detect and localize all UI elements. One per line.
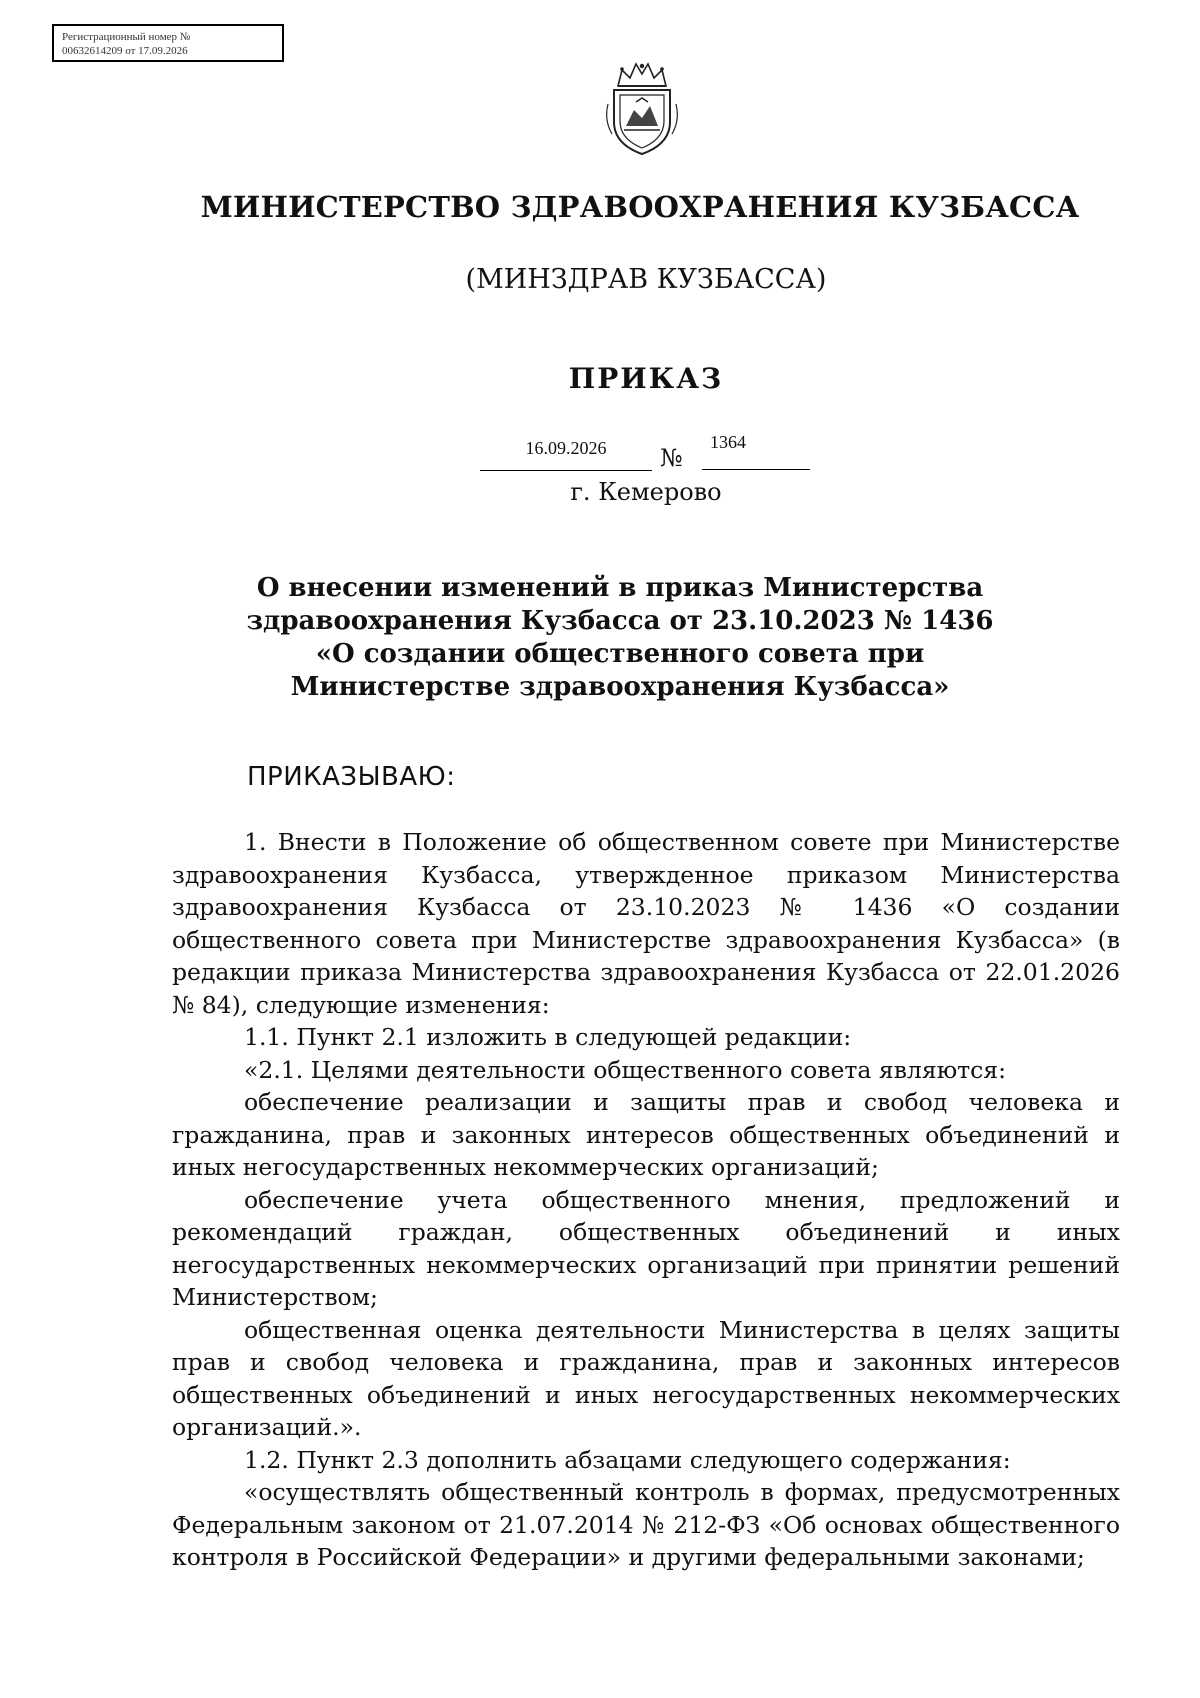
title-line: Министерстве здравоохранения Кузбасса» [290,672,950,702]
registration-line-1: Регистрационный номер № [62,31,191,43]
body-paragraph: обеспечение учета общественного мнения, предложений и рекомендаций граждан, общественных объединений и иных негосударственных некоммерческих организаций при принятии решений Министерством; [172,1185,1120,1311]
order-number: 1364 [702,432,810,470]
registration-stamp [52,24,284,62]
body-paragraph: общественная оценка деятельности Министерства в целях защиты прав и свобод человека и гражданина, прав и законных интересов общественных объединений и иных негосударственных некоммерческих организаций.». [172,1315,1120,1441]
title-line: здравоохранения Кузбасса от 23.10.2023 № 1436 [246,606,994,636]
ministry-name: МИНИСТЕРСТВО ЗДРАВООХРАНЕНИЯ КУЗБАССА [200,190,1080,224]
decree-word: ПРИКАЗЫВАЮ: [247,762,456,792]
body-paragraph: 1.1. Пункт 2.1 изложить в следующей редакции: [244,1023,852,1051]
number-sign: № [660,444,683,472]
document-type: ПРИКАЗ [568,362,724,395]
title-line: О внесении изменений в приказ Министерства [256,573,984,603]
order-date-number-row [480,432,810,476]
coat-of-arms-icon [600,60,684,156]
body-paragraph: 1. Внести в Положение об общественном совете при Министерстве здравоохранения Кузбасса, утвержденное приказом Министерства здравоохранения Кузбасса от 23.10.2023 № 1436 «О создании общественного совета при Министерстве здравоохранения Кузбасса» (в редакции приказа Министерства здравоохранения Кузбасса от 22.01.2026 № 84), следующие изменения: [172,828,1120,1019]
ministry-abbreviation: (МИНЗДРАВ КУЗБАССА) [465,264,827,295]
title-line: «О создании общественного совета при [315,639,925,669]
order-date: 16.09.2026 [480,438,652,471]
body-paragraph: 1.2. Пункт 2.3 дополнить абзацами следующего содержания: [244,1445,1011,1474]
registration-line-2: 00632614209 от 17.09.2026 [62,45,188,57]
body-paragraph: обеспечение реализации и защиты прав и свобод человека и гражданина, прав и законных интересов общественных объединений и иных негосударственных некоммерческих организаций; [172,1088,1120,1181]
body-paragraph: «2.1. Целями деятельности общественного совета являются: [244,1055,1007,1084]
body-paragraph: «осуществлять общественный контроль в формах, предусмотренных Федеральным законом от 21.07.2014 № 212-ФЗ «Об основах общественного контроля в Российской Федерации» и другими федеральными законами; [172,1478,1120,1571]
order-body [172,826,1120,1574]
city: г. Кемерово [570,478,722,506]
order-title [200,572,1040,704]
